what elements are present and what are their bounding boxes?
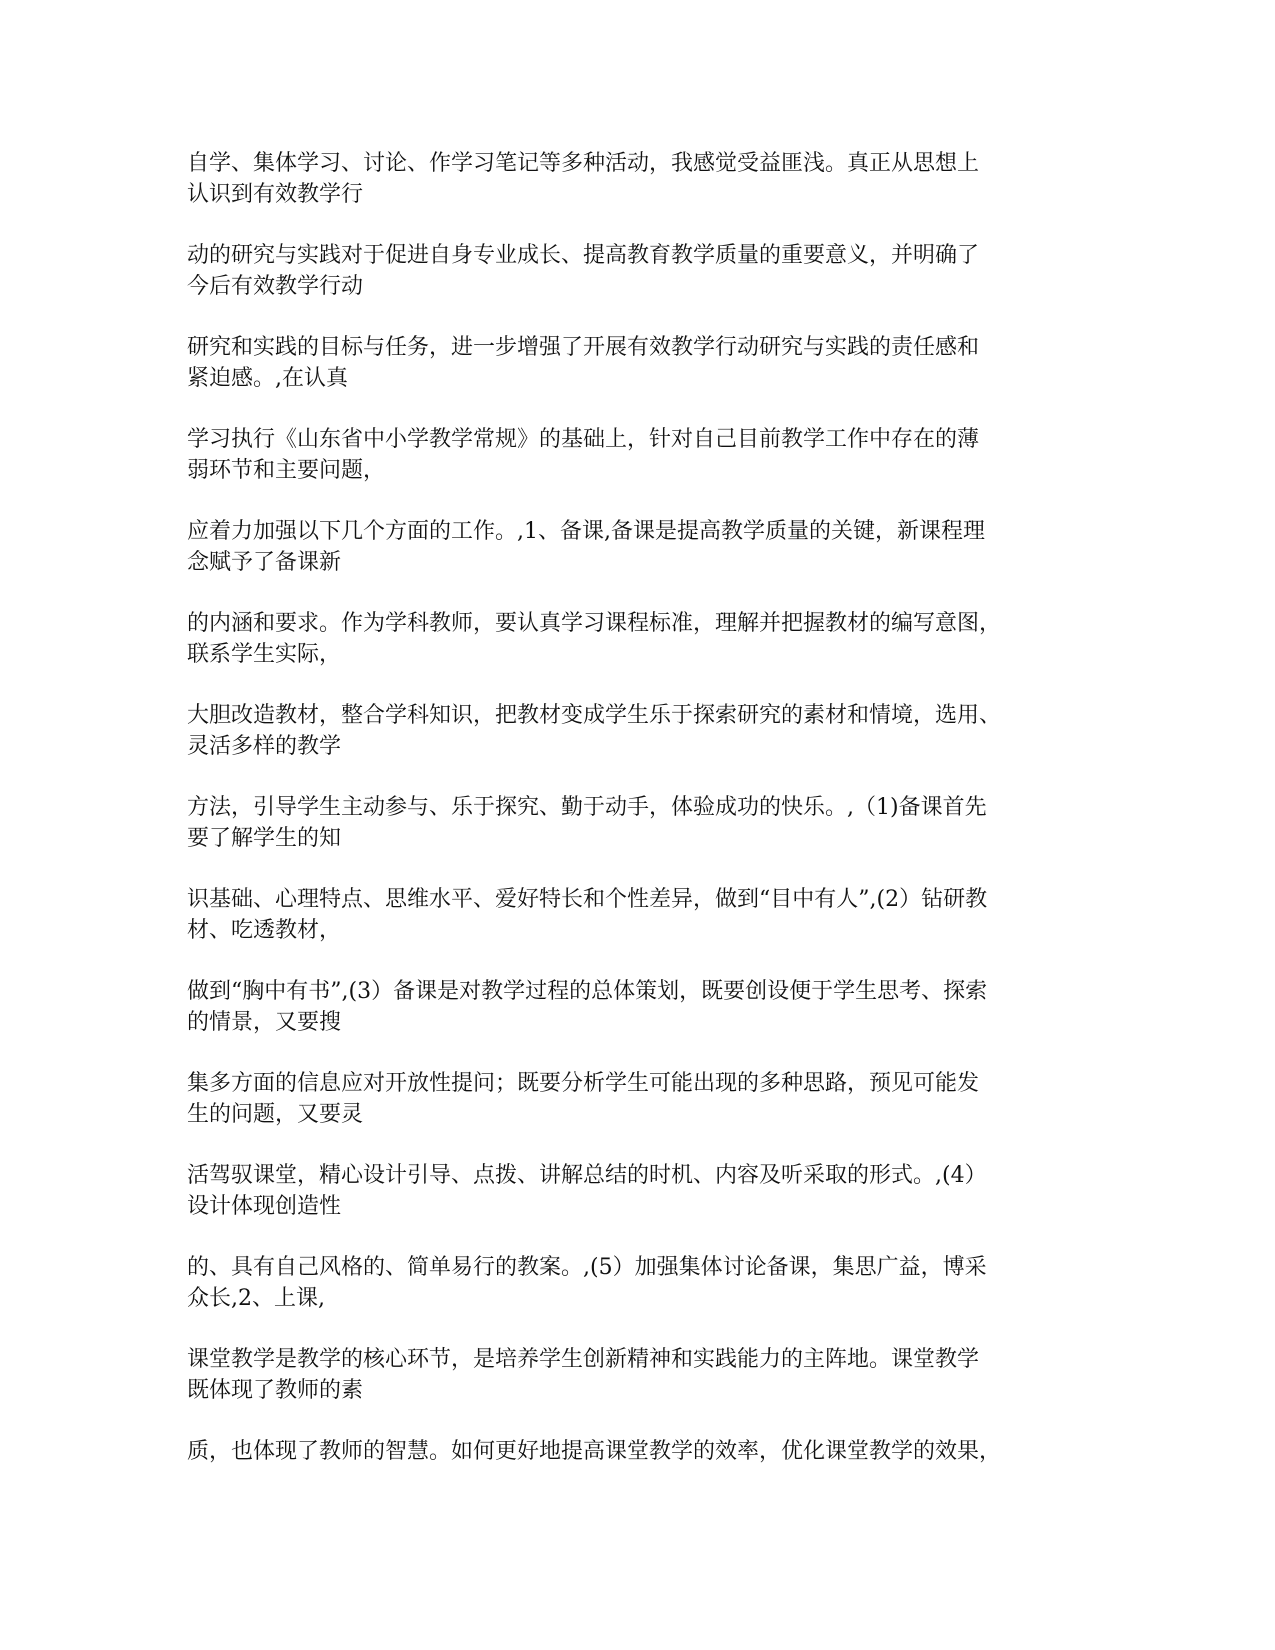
paragraph: 集多方面的信息应对开放性提问；既要分析学生可能出现的多种思路，预见可能发 生的问题，又要灵: [187, 1071, 980, 1127]
paragraph: 大胆改造教材，整合学科知识，把教材变成学生乐于探索研究的素材和情境，选用、 灵活多样的教学: [187, 703, 1002, 759]
paragraph: 活驾驭课堂，精心设计引导、点拨、讲解总结的时机、内容及听采取的形式。,(4） 设计体现创造性: [187, 1163, 987, 1219]
paragraph: 学习执行《山东省中小学教学常规》的基础上，针对自己目前教学工作中存在的薄 弱环节和主要问题，: [187, 427, 980, 483]
paragraph: 课堂教学是教学的核心环节，是培养学生创新精神和实践能力的主阵地。课堂教学 既体现了教师的素: [187, 1347, 980, 1403]
paragraph: 识基础、心理特点、思维水平、爱好特长和个性差异，做到“目中有人”,(2）钻研教 材、吃透教材，: [187, 887, 988, 943]
paragraph: 质，也体现了教师的智慧。如何更好地提高课堂教学的效率，优化课堂教学的效果，: [187, 1439, 1002, 1464]
paragraph: 动的研究与实践对于促进自身专业成长、提高教育教学质量的重要意义，并明确了 今后有效教学行动: [187, 243, 980, 299]
paragraph: 的、具有自己风格的、简单易行的教案。,(5）加强集体讨论备课，集思广益，博采 众长,2、上课,: [187, 1255, 987, 1311]
paragraph: 研究和实践的目标与任务，进一步增强了开展有效教学行动研究与实践的责任感和 紧迫感。,在认真: [187, 335, 980, 391]
paragraph: 做到“胸中有书”,(3）备课是对教学过程的总体策划，既要创设便于学生思考、探索 的情景，又要搜: [187, 979, 988, 1035]
paragraph: 自学、集体学习、讨论、作学习笔记等多种活动，我感觉受益匪浅。真正从思想上 认识到有效教学行: [187, 151, 980, 207]
body-text: [187, 148, 1087, 1497]
paragraph: 的内涵和要求。作为学科教师，要认真学习课程标准，理解并把握教材的编写意图， 联系学生实际，: [187, 611, 1002, 667]
paragraph: 方法，引导学生主动参与、乐于探究、勤于动手，体验成功的快乐。,（1)备课首先 要了解学生的知: [187, 795, 987, 851]
paragraph: 应着力加强以下几个方面的工作。,1、备课,备课是提高教学质量的关键，新课程理 念赋予了备课新: [187, 519, 985, 575]
